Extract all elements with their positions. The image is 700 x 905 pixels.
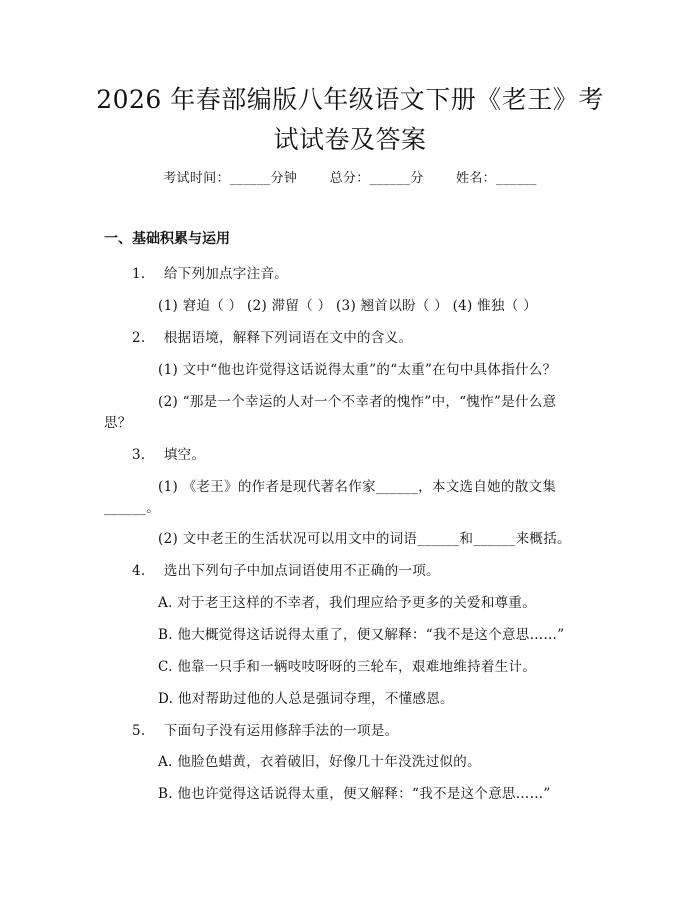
option-c: C. 他靠一只手和一辆吱吱呀呀的三轮车，艰难地维持着生计。 bbox=[158, 659, 537, 675]
question-text: 根据语境，解释下列词语在文中的含义。 bbox=[163, 330, 413, 346]
exam-score: 总分：______分 bbox=[329, 171, 424, 186]
question-number: 2. bbox=[132, 330, 146, 346]
question-2-sub-2-cont: 思？ bbox=[104, 415, 132, 431]
question-number: 1. bbox=[132, 266, 146, 282]
exam-time: 考试时间：______分钟 bbox=[163, 171, 298, 186]
title-line-2: 试试卷及答案 bbox=[273, 125, 427, 154]
question-3 bbox=[132, 443, 205, 463]
page-title bbox=[60, 80, 640, 160]
question-2 bbox=[132, 326, 412, 346]
question-1 bbox=[132, 262, 288, 282]
question-text: 填空。 bbox=[163, 447, 206, 463]
question-2-sub-2: (2) “那是一个幸运的人对一个不幸者的愧怍”中，“愧怍”是什么意 bbox=[158, 394, 557, 410]
question-text: 选出下列句子中加点词语使用不正确的一项。 bbox=[163, 563, 440, 579]
question-3-sub-2: (2) 文中老王的生活状况可以用文中的词语______和______来概括。 bbox=[158, 531, 571, 547]
question-text: 给下列加点字注音。 bbox=[163, 266, 289, 282]
question-5 bbox=[132, 719, 398, 739]
option-b: B. 他大概觉得这话说得太重了，便又解释：“我不是这个意思……” bbox=[158, 627, 565, 643]
question-number: 3. bbox=[132, 447, 146, 463]
question-text: 下面句子没有运用修辞手法的一项是。 bbox=[163, 723, 399, 739]
option-a: A. 对于老王这样的不幸者，我们理应给予更多的关爱和尊重。 bbox=[158, 595, 537, 611]
option-d: D. 他对帮助过他的人总是强词夺理，不懂感恩。 bbox=[158, 691, 454, 707]
exam-meta bbox=[0, 167, 700, 186]
question-4 bbox=[132, 559, 440, 579]
option-a: A. 他脸色蜡黄，衣着破旧，好像几十年没洗过似的。 bbox=[158, 754, 481, 770]
question-number: 4. bbox=[132, 563, 146, 579]
question-3-sub-1-cont: ______。 bbox=[104, 500, 161, 516]
exam-name: 姓名：______ bbox=[456, 171, 537, 186]
title-line-1: 2026 年春部编版八年级语文下册《老王》考 bbox=[96, 85, 604, 114]
section-heading: 一、基础积累与运用 bbox=[104, 231, 230, 247]
question-1-items: (1) 窘迫（ ） (2) 滞留（ ） (3) 翘首以盼（ ） (4) 惟独（ ） bbox=[158, 298, 537, 314]
option-b: B. 他也许觉得这话说得太重，便又解释：“我不是这个意思……” bbox=[158, 786, 551, 802]
question-2-sub-1: (1) 文中“他也许觉得这话说得太重”的“太重”在句中具体指什么？ bbox=[158, 362, 557, 378]
question-3-sub-1: (1) 《老王》的作者是现代著名作家______，本文选自她的散文集 bbox=[158, 479, 557, 495]
question-number: 5. bbox=[132, 723, 146, 739]
